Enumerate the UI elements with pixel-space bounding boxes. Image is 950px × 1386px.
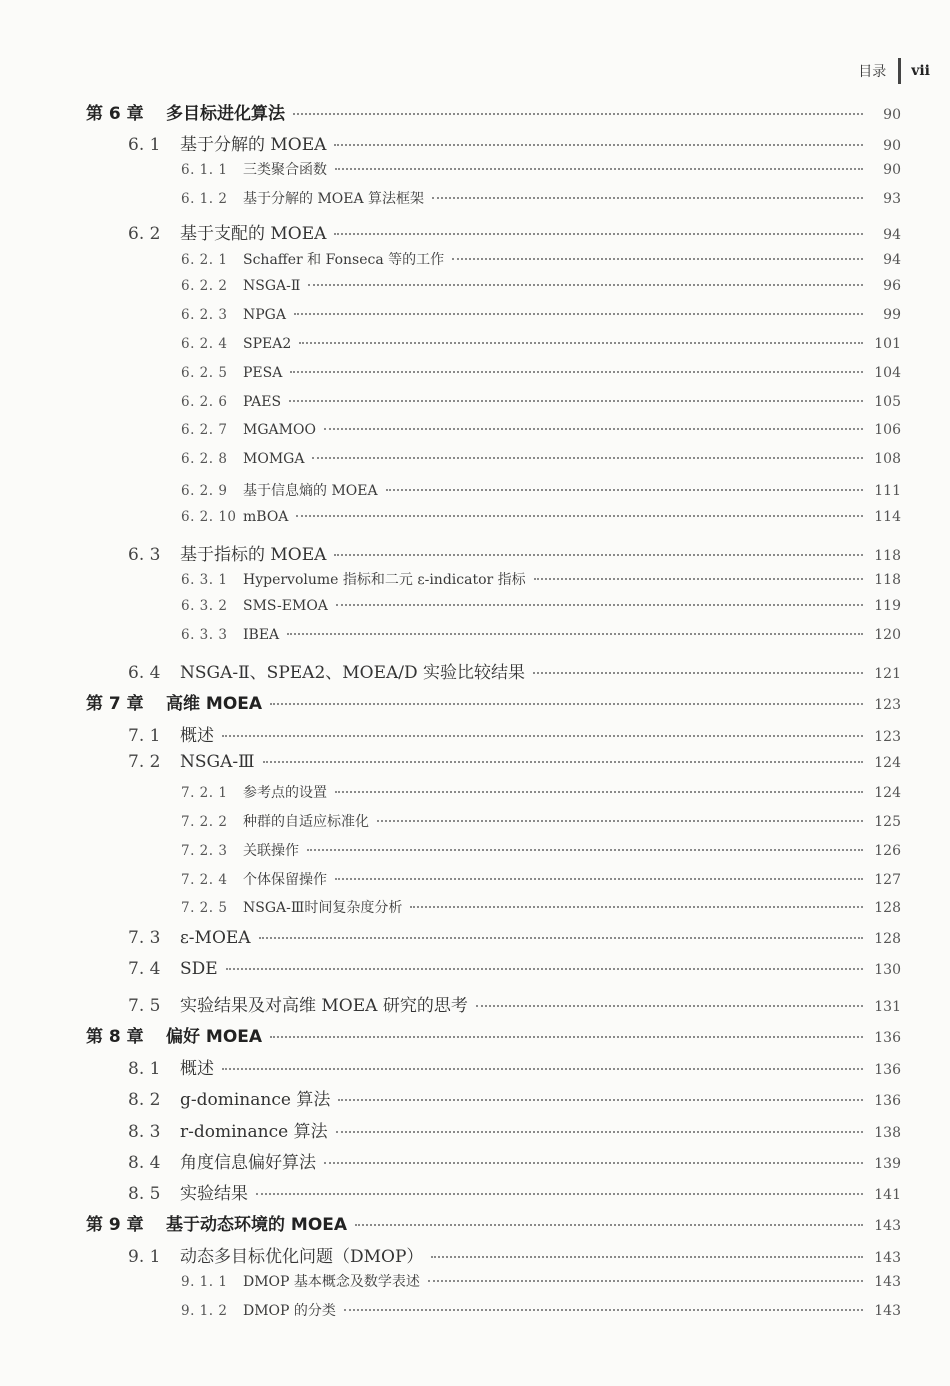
toc-entry-number: 6. 2. 9 — [181, 483, 228, 499]
toc-sub-entry[interactable] — [0, 249, 950, 269]
toc-sub-entry[interactable] — [0, 188, 950, 208]
toc-sub-entry[interactable] — [0, 897, 950, 917]
toc-entry-number: 第 9 章 — [86, 1215, 144, 1235]
toc-entry-number: 7. 3 — [128, 928, 161, 948]
toc-sub-entry[interactable] — [0, 811, 950, 831]
toc-entry-title: NSGA-Ⅱ、SPEA2、MOEA/D 实验比较结果 — [180, 663, 526, 683]
toc-entry-title: 三类聚合函数 — [243, 162, 327, 178]
dot-leader — [533, 672, 863, 674]
toc-entry-number: 第 6 章 — [86, 104, 144, 124]
toc-section-entry[interactable] — [0, 540, 950, 565]
toc-entry-title: DMOP 的分类 — [243, 1303, 336, 1319]
dot-leader — [270, 703, 863, 705]
toc-entry-number: 7. 2. 4 — [181, 872, 228, 888]
dot-leader — [335, 878, 863, 880]
dot-leader — [410, 906, 863, 908]
toc-entry-page: 94 — [883, 227, 901, 243]
dot-leader — [270, 1036, 863, 1038]
toc-entry-title: 角度信息偏好算法 — [180, 1153, 316, 1173]
toc-sub-entry[interactable] — [0, 782, 950, 802]
toc-entry-page: 90 — [883, 162, 901, 178]
toc-entry-page: 143 — [874, 1250, 901, 1266]
toc-entry-number: 8. 5 — [128, 1184, 161, 1204]
header-page-number: vii — [911, 63, 930, 79]
toc-entry-number: 6. 3. 2 — [181, 598, 228, 614]
toc-sub-entry[interactable] — [0, 278, 950, 294]
header-divider — [898, 58, 901, 84]
toc-entry-page: 90 — [883, 107, 901, 123]
toc-entry-title: 基于支配的 MOEA — [180, 224, 327, 244]
toc-section-entry[interactable] — [0, 1242, 950, 1267]
toc-section-entry[interactable] — [0, 1148, 950, 1173]
dot-leader — [324, 428, 863, 430]
toc-entry-page: 121 — [874, 666, 901, 682]
dot-leader — [324, 1162, 863, 1164]
dot-leader — [386, 489, 863, 491]
toc-entry-title: SMS-EMOA — [243, 598, 328, 614]
toc-entry-page: 128 — [874, 931, 901, 947]
toc-section-entry[interactable] — [0, 130, 950, 155]
toc-sub-entry[interactable] — [0, 1271, 950, 1291]
dot-leader — [344, 1309, 863, 1311]
running-header — [858, 58, 930, 84]
toc-entry-number: 7. 5 — [128, 996, 161, 1016]
toc-entry-page: 104 — [874, 365, 901, 381]
dot-leader — [431, 1256, 863, 1258]
dot-leader — [296, 515, 863, 517]
toc-entry-page: 114 — [874, 509, 901, 525]
toc-entry-number: 6. 2. 8 — [181, 451, 228, 467]
toc-entry-number: 9. 1. 1 — [181, 1274, 228, 1290]
dot-leader — [293, 113, 863, 115]
toc-entry-number: 6. 3 — [128, 545, 161, 565]
toc-entry-title: PESA — [243, 365, 283, 381]
toc-entry-title: MOMGA — [243, 451, 305, 467]
toc-entry-page: 108 — [874, 451, 901, 467]
dot-leader — [476, 1005, 863, 1007]
dot-leader — [335, 791, 863, 793]
toc-entry-page: 101 — [874, 336, 901, 352]
toc-entry-number: 7. 2. 1 — [181, 785, 228, 801]
toc-section-entry[interactable] — [0, 991, 950, 1016]
toc-entry-page: 126 — [874, 843, 901, 859]
toc-entry-page: 93 — [883, 191, 901, 207]
toc-entry-page: 105 — [874, 394, 901, 410]
toc-section-entry[interactable] — [0, 959, 950, 979]
toc-entry-title: IBEA — [243, 627, 280, 643]
dot-leader — [299, 342, 863, 344]
toc-entry-number: 7. 2. 2 — [181, 814, 228, 830]
toc-chapter-entry[interactable] — [0, 689, 950, 714]
toc-entry-number: 6. 2. 7 — [181, 422, 228, 438]
dot-leader — [222, 1068, 863, 1070]
toc-entry-title: 基于分解的 MOEA — [180, 135, 327, 155]
toc-chapter-entry[interactable] — [0, 1022, 950, 1047]
toc-entry-page: 128 — [874, 900, 901, 916]
toc-entry-title: r-dominance 算法 — [180, 1122, 328, 1142]
dot-leader — [294, 313, 863, 315]
toc-entry-number: 第 7 章 — [86, 694, 144, 714]
toc-section-entry[interactable] — [0, 219, 950, 244]
toc-section-entry[interactable] — [0, 1117, 950, 1142]
toc-entry-page: 99 — [883, 307, 901, 323]
dot-leader — [312, 457, 863, 459]
toc-entry-number: 8. 2 — [128, 1090, 161, 1110]
toc-entry-page: 96 — [883, 278, 901, 294]
toc-entry-page: 136 — [874, 1062, 901, 1078]
dot-leader — [452, 258, 863, 260]
toc-entry-number: 8. 4 — [128, 1153, 161, 1173]
toc-entry-number: 8. 3 — [128, 1122, 161, 1142]
dot-leader — [256, 1193, 863, 1195]
toc-entry-title: 概述 — [180, 726, 214, 746]
toc-entry-number: 6. 2. 3 — [181, 307, 228, 323]
dot-leader — [334, 233, 863, 235]
toc-entry-number: 9. 1. 2 — [181, 1303, 228, 1319]
toc-entry-number: 6. 3. 3 — [181, 627, 228, 643]
toc-entry-page: 138 — [874, 1125, 901, 1141]
toc-sub-entry[interactable] — [0, 422, 950, 438]
dot-leader — [259, 937, 863, 939]
toc-chapter-entry[interactable] — [0, 1210, 950, 1235]
toc-entry-page: 119 — [874, 598, 901, 614]
toc-entry-title: 基于动态环境的 MOEA — [166, 1215, 348, 1235]
dot-leader — [290, 371, 863, 373]
toc-entry-page: 123 — [874, 697, 901, 713]
toc-sub-entry[interactable] — [0, 509, 950, 525]
toc-entry-title: SDE — [180, 959, 218, 979]
toc-entry-number: 9. 1 — [128, 1247, 161, 1267]
toc-entry-page: 120 — [874, 627, 901, 643]
toc-entry-number: 7. 1 — [128, 726, 161, 746]
toc-sub-entry[interactable] — [0, 451, 950, 467]
toc-entry-title: Schaffer 和 Fonseca 等的工作 — [243, 252, 445, 268]
toc-entry-title: NSGA-Ⅲ — [180, 752, 255, 772]
toc-entry-number: 6. 3. 1 — [181, 572, 228, 588]
toc-section-entry[interactable] — [0, 928, 950, 948]
toc-section-entry[interactable] — [0, 752, 950, 772]
dot-leader — [307, 849, 863, 851]
toc-entry-number: 7. 2 — [128, 752, 161, 772]
toc-section-entry[interactable] — [0, 1054, 950, 1079]
toc-entry-title: 实验结果 — [180, 1184, 248, 1204]
toc-entry-page: 123 — [874, 729, 901, 745]
toc-entry-number: 6. 2. 6 — [181, 394, 228, 410]
toc-sub-entry[interactable] — [0, 336, 950, 352]
toc-sub-entry[interactable] — [0, 1300, 950, 1320]
dot-leader — [377, 820, 863, 822]
toc-entry-number: 6. 4 — [128, 663, 161, 683]
toc-entry-title: 实验结果及对高维 MOEA 研究的思考 — [180, 996, 468, 1016]
toc-entry-page: 143 — [874, 1274, 901, 1290]
toc-section-entry[interactable] — [0, 721, 950, 746]
toc-entry-title: MGAMOO — [243, 422, 316, 438]
toc-entry-page: 125 — [874, 814, 901, 830]
toc-entry-number: 6. 2. 5 — [181, 365, 228, 381]
toc-entry-page: 94 — [883, 252, 901, 268]
toc-entry-page: 118 — [874, 572, 901, 588]
toc-entry-title: 基于信息熵的 MOEA — [243, 483, 378, 499]
toc-entry-number: 6. 1 — [128, 135, 161, 155]
dot-leader — [432, 197, 863, 199]
toc-entry-title: NPGA — [243, 307, 286, 323]
toc-entry-number: 6. 1. 2 — [181, 191, 228, 207]
dot-leader — [308, 284, 863, 286]
toc-entry-title: 种群的自适应标准化 — [243, 814, 369, 830]
toc-entry-page: 106 — [874, 422, 901, 438]
toc-entry-title: ε-MOEA — [180, 928, 251, 948]
dot-leader — [263, 761, 863, 763]
toc-entry-title: 基于指标的 MOEA — [180, 545, 327, 565]
toc-entry-number: 6. 2. 10 — [181, 509, 237, 525]
toc-entry-title: 基于分解的 MOEA 算法框架 — [243, 191, 425, 207]
toc-entry-page: 143 — [874, 1218, 901, 1234]
toc-entry-title: 多目标进化算法 — [166, 104, 285, 124]
toc-entry-number: 7. 2. 5 — [181, 900, 228, 916]
toc-entry-page: 143 — [874, 1303, 901, 1319]
toc-section-entry[interactable] — [0, 658, 950, 683]
toc-chapter-entry[interactable] — [0, 99, 950, 124]
dot-leader — [289, 400, 863, 402]
toc-entry-page: 127 — [874, 872, 901, 888]
toc-entry-title: 高维 MOEA — [166, 694, 263, 714]
toc-entry-title: NSGA-Ⅲ时间复杂度分析 — [243, 900, 403, 916]
toc-entry-number: 8. 1 — [128, 1059, 161, 1079]
header-title: 目录 — [858, 64, 887, 80]
toc-entry-title: 个体保留操作 — [243, 872, 327, 888]
toc-section-entry[interactable] — [0, 1179, 950, 1204]
toc-entry-number: 6. 2. 1 — [181, 252, 228, 268]
toc-entry-page: 118 — [874, 548, 901, 564]
toc-entry-number: 6. 1. 1 — [181, 162, 228, 178]
toc-entry-number: 6. 2. 2 — [181, 278, 228, 294]
toc-sub-entry[interactable] — [0, 840, 950, 860]
toc-sub-entry[interactable] — [0, 569, 950, 589]
toc-sub-entry[interactable] — [0, 627, 950, 643]
toc-entry-title: g-dominance 算法 — [180, 1090, 331, 1110]
toc-entry-page: 136 — [874, 1093, 901, 1109]
toc-entry-page: 130 — [874, 962, 901, 978]
toc-sub-entry[interactable] — [0, 307, 950, 323]
dot-leader — [226, 968, 863, 970]
toc-sub-entry[interactable] — [0, 869, 950, 889]
toc-sub-entry[interactable] — [0, 598, 950, 614]
dot-leader — [355, 1224, 863, 1226]
toc-entry-number: 7. 4 — [128, 959, 161, 979]
toc-entry-page: 141 — [874, 1187, 901, 1203]
toc-entry-title: SPEA2 — [243, 336, 292, 352]
toc-sub-entry[interactable] — [0, 365, 950, 381]
toc-sub-entry[interactable] — [0, 480, 950, 500]
toc-section-entry[interactable] — [0, 1085, 950, 1110]
dot-leader — [336, 1131, 863, 1133]
dot-leader — [534, 578, 863, 580]
toc-entry-page: 136 — [874, 1030, 901, 1046]
toc-sub-entry[interactable] — [0, 159, 950, 179]
toc-entry-title: DMOP 基本概念及数学表述 — [243, 1274, 420, 1290]
toc-entry-number: 第 8 章 — [86, 1027, 144, 1047]
toc-entry-title: 概述 — [180, 1059, 214, 1079]
toc-entry-page: 111 — [874, 483, 901, 499]
toc-entry-page: 139 — [874, 1156, 901, 1172]
dot-leader — [336, 604, 863, 606]
toc-entry-title: PAES — [243, 394, 282, 410]
toc-entry-title: mBOA — [243, 509, 289, 525]
dot-leader — [334, 554, 863, 556]
dot-leader — [287, 633, 863, 635]
toc-entry-title: 关联操作 — [243, 843, 299, 859]
dot-leader — [428, 1280, 863, 1282]
dot-leader — [338, 1099, 863, 1101]
toc-entry-title: NSGA-Ⅱ — [243, 278, 301, 294]
toc-entry-title: Hypervolume 指标和二元 ε-indicator 指标 — [243, 572, 526, 588]
toc-entry-title: 偏好 MOEA — [166, 1027, 263, 1047]
toc-entry-title: 参考点的设置 — [243, 785, 327, 801]
dot-leader — [335, 168, 863, 170]
toc-entry-number: 6. 2. 4 — [181, 336, 228, 352]
toc-entry-title: 动态多目标优化问题（DMOP） — [180, 1247, 424, 1267]
toc-entry-page: 131 — [874, 999, 901, 1015]
toc-entry-page: 124 — [874, 755, 901, 771]
dot-leader — [334, 144, 863, 146]
toc-sub-entry[interactable] — [0, 394, 950, 410]
toc-entry-number: 7. 2. 3 — [181, 843, 228, 859]
dot-leader — [222, 735, 863, 737]
toc-entry-number: 6. 2 — [128, 224, 161, 244]
toc-entry-page: 90 — [883, 138, 901, 154]
toc-entry-page: 124 — [874, 785, 901, 801]
